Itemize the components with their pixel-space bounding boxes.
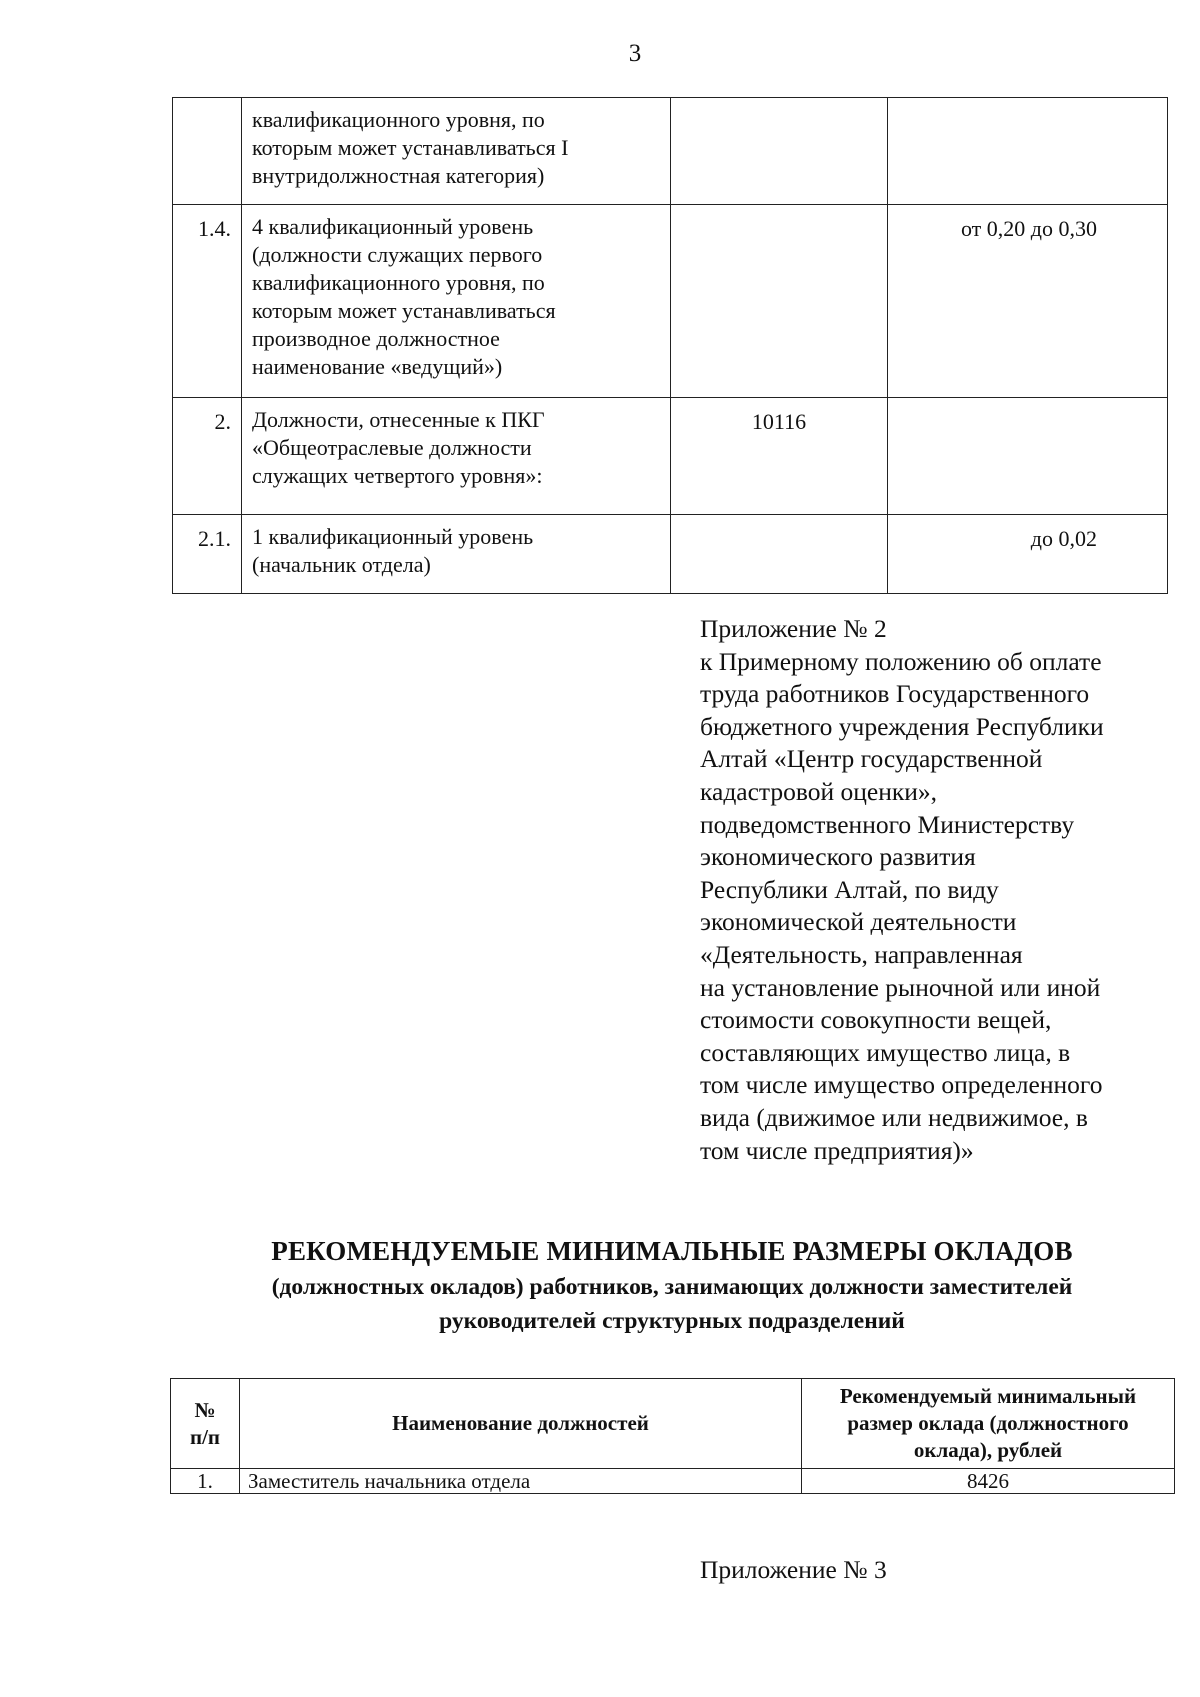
appendix-2-line: к Примерному положению об оплате [700, 646, 1102, 676]
position-name-line: наименование «ведущий») [252, 354, 503, 379]
header-min-salary [802, 1379, 1175, 1469]
appendix-2-line: экономической деятельности [700, 907, 1017, 937]
appendix-2-line: бюджетного учреждения Республики [700, 711, 1104, 741]
appendix-2-line: вида (движимое или недвижимое, в [700, 1102, 1088, 1132]
position-name-line: Должности, отнесенные к ПКГ [252, 407, 545, 432]
position-name-line: служащих четвертого уровня»: [252, 463, 543, 488]
appendix-2-line: том числе имущество определенного [700, 1070, 1103, 1100]
appendix-2-line: на установление рыночной или иной [700, 972, 1101, 1002]
heading-subtitle-line: руководителей структурных подразделений [439, 1308, 905, 1334]
table-row [173, 98, 1168, 205]
base-salary [671, 515, 888, 594]
header-min-salary-line: оклада), рублей [913, 1438, 1063, 1462]
page-number: 3 [628, 40, 642, 67]
appendix-2-line: стоимости совокупности вещей, [700, 1005, 1052, 1035]
heading-main: РЕКОМЕНДУЕМЫЕ МИНИМАЛЬНЫЕ РАЗМЕРЫ ОКЛАДОВ [271, 1236, 1073, 1266]
coefficient [888, 398, 1168, 515]
position-name-line: которым может устанавливаться [252, 298, 556, 323]
appendix-2-line: кадастровой оценки», [700, 776, 938, 806]
table-row [173, 205, 1168, 398]
header-min-salary-line: размер оклада (должностного [847, 1411, 1129, 1435]
coefficient: до 0,02 [888, 515, 1168, 594]
position-name [242, 205, 671, 398]
header-number [171, 1379, 240, 1469]
base-salary: 10116 [671, 398, 888, 515]
row-number: 2.1. [173, 515, 242, 594]
row-number: 2. [173, 398, 242, 515]
appendix-2-line: Республики Алтай, по виду [700, 874, 999, 904]
appendix-2-line: подведомственного Министерству [700, 809, 1075, 839]
appendix-2-line: «Деятельность, направленная [700, 939, 1023, 969]
table-row [173, 515, 1168, 594]
position-name-line: производное должностное [252, 326, 500, 351]
appendix-2-line: экономического развития [700, 842, 976, 872]
table-row [173, 398, 1168, 515]
section-heading [172, 1232, 1172, 1338]
header-number-line: п/п [189, 1424, 221, 1449]
minimum-salaries-table [170, 1378, 1175, 1494]
coefficient: от 0,20 до 0,30 [888, 205, 1168, 398]
appendix-2-line: составляющих имущество лица, в [700, 1037, 1071, 1067]
appendix-2-title: Приложение № 2 [700, 614, 887, 643]
position-name: Заместитель начальника отдела [240, 1469, 802, 1494]
table-header-row [171, 1379, 1175, 1469]
appendix-2-header [700, 613, 1170, 1167]
position-name-line: 4 квалификационный уровень [252, 214, 534, 239]
position-name [242, 98, 671, 205]
coefficient [888, 98, 1168, 205]
min-salary: 8426 [802, 1469, 1175, 1494]
base-salary [671, 205, 888, 398]
position-name-line: квалификационного уровня, по [252, 107, 545, 132]
row-number [173, 98, 242, 205]
position-name-line: квалификационного уровня, по [252, 270, 545, 295]
appendix-3-title: Приложение № 3 [700, 1555, 887, 1584]
table-row [171, 1469, 1175, 1494]
row-number: 1.4. [173, 205, 242, 398]
base-salary [671, 98, 888, 205]
position-name-line: (должности служащих первого [252, 242, 543, 267]
appendix-2-line: Алтай «Центр государственной [700, 744, 1043, 774]
heading-subtitle-line: (должностных окладов) работников, занимающих должности заместителей [271, 1274, 1073, 1300]
header-number-line: № [194, 1397, 216, 1422]
position-name [242, 398, 671, 515]
position-name [242, 515, 671, 594]
position-name-line: которым может устанавливаться I [252, 135, 569, 160]
appendix-2-line: том числе предприятия)» [700, 1135, 974, 1165]
appendix-2-line: труда работников Государственного [700, 679, 1090, 709]
row-number: 1. [171, 1469, 240, 1494]
position-name-line: внутридолжностная категория) [252, 163, 545, 188]
position-name-line: (начальник отдела) [252, 552, 431, 577]
position-name-line: «Общеотраслевые должности [252, 435, 532, 460]
position-name-line: 1 квалификационный уровень [252, 524, 534, 549]
positions-coefficients-table [172, 97, 1168, 594]
header-position-name: Наименование должностей [240, 1379, 802, 1469]
header-min-salary-line: Рекомендуемый минимальный [839, 1384, 1137, 1408]
